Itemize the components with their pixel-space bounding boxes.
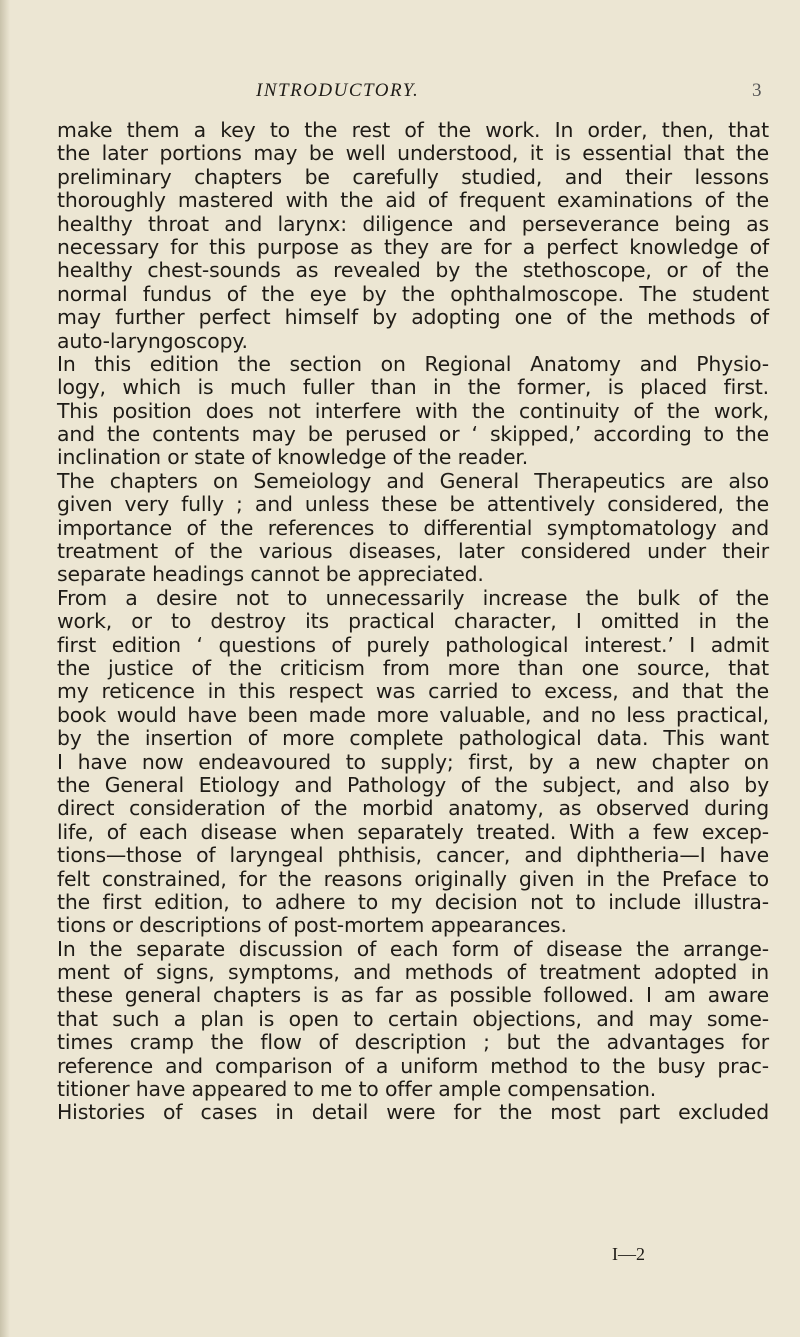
- text-line: I have now endeavoured to supply; first, by a new chapter on: [57, 749, 769, 774]
- text-line: tions—those of laryngeal phthisis, cancer, and diphtheria—I have: [57, 843, 769, 868]
- text-line: tions or descriptions of post-mortem appearances.: [57, 913, 567, 938]
- text-line: thoroughly mastered with the aid of frequent examinations of the: [57, 188, 769, 213]
- text-line: the General Etiology and Pathology of the subject, and also by: [57, 772, 769, 797]
- running-head: [0, 80, 800, 104]
- text-line: my reticence in this respect was carried to excess, and that the: [57, 679, 769, 704]
- text-line: given very fully ; and unless these be attentively considered, the: [57, 492, 769, 517]
- text-line: titioner have appeared to me to offer ample compensation.: [57, 1077, 657, 1102]
- text-line: that such a plan is open to certain objections, and may some-: [57, 1006, 769, 1031]
- body-text: [57, 119, 769, 1125]
- text-line: healthy throat and larynx: diligence and perseverance being as: [57, 211, 769, 236]
- text-line: may further perfect himself by adopting one of the methods of: [57, 305, 769, 330]
- text-line: logy, which is much fuller than in the former, is placed first.: [57, 375, 769, 400]
- text-line: times cramp the flow of description ; but the advantages for: [57, 1030, 769, 1055]
- text-line: necessary for this purpose as they are for a perfect knowledge of: [57, 234, 769, 259]
- text-line: In the separate discussion of each form of disease the arrange-: [57, 936, 769, 961]
- text-line: these general chapters is as far as possible followed. I am aware: [57, 983, 769, 1008]
- text-line: reference and comparison of a uniform method to the busy prac-: [57, 1053, 769, 1078]
- running-head-title: INTRODUCTORY.: [256, 80, 420, 101]
- text-line: The chapters on Semeiology and General Therapeutics are also: [57, 468, 769, 493]
- text-line: by the insertion of more complete pathological data. This want: [57, 726, 769, 751]
- page-gutter-shadow: [0, 0, 10, 1337]
- text-line: From a desire not to unnecessarily increase the bulk of the: [57, 585, 769, 610]
- text-line: life, of each disease when separately treated. With a few excep-: [57, 819, 769, 844]
- text-line: direct consideration of the morbid anatomy, as observed during: [57, 796, 769, 821]
- text-line: treatment of the various diseases, later considered under their: [57, 539, 769, 564]
- text-line: the first edition, to adhere to my decision not to include illustra-: [57, 889, 769, 914]
- text-line: In this edition the section on Regional Anatomy and Physio-: [57, 351, 769, 376]
- text-line: Histories of cases in detail were for the most part excluded: [57, 1100, 769, 1125]
- text-line: felt constrained, for the reasons originally given in the Preface to: [57, 866, 769, 891]
- text-line: book would have been made more valuable, and no less practical,: [57, 702, 769, 727]
- text-line: separate headings cannot be appreciated.: [57, 562, 484, 587]
- text-line: auto-laryngoscopy.: [57, 328, 248, 353]
- text-line: the justice of the criticism from more than one source, that: [57, 655, 769, 680]
- text-line: importance of the references to differential symptomatology and: [57, 515, 769, 540]
- text-line: ment of signs, symptoms, and methods of treatment adopted in: [57, 960, 769, 985]
- text-line: and the contents may be perused or ‘ skipped,’ according to the: [57, 422, 769, 447]
- page-number: 3: [752, 80, 762, 101]
- text-line: make them a key to the rest of the work. In order, then, that: [57, 118, 769, 142]
- signature-mark: I—2: [612, 1244, 645, 1264]
- text-line: healthy chest-sounds as revealed by the stethoscope, or of the: [57, 258, 769, 283]
- text-line: the later portions may be well understood, it is essential that the: [57, 141, 769, 166]
- text-line: preliminary chapters be carefully studied, and their lessons: [57, 164, 769, 189]
- text-line: work, or to destroy its practical character, I omitted in the: [57, 609, 769, 634]
- text-line: inclination or state of knowledge of the reader.: [57, 445, 529, 470]
- text-line: This position does not interfere with the continuity of the work,: [57, 398, 769, 423]
- text-line: first edition ‘ questions of purely pathological interest.’ I admit: [57, 632, 769, 657]
- text-line: normal fundus of the eye by the ophthalmoscope. The student: [57, 281, 769, 306]
